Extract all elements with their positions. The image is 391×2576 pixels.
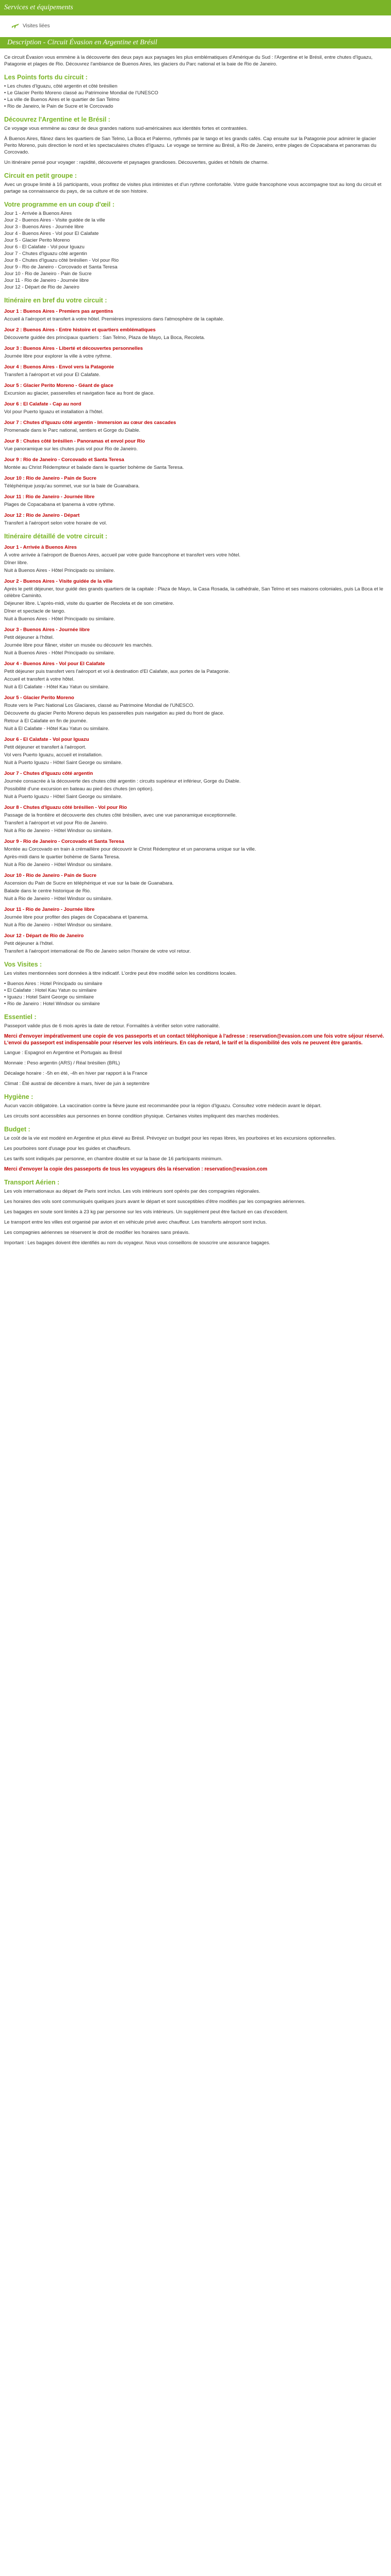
day-heading: Jour 7 - Chutes d'Iguazu côté argentin: [4, 771, 93, 776]
day-heading: Jour 1 - Arrivée à Buenos Aires: [4, 545, 77, 550]
day-heading: Jour 6 : El Calafate - Cap au nord: [4, 401, 82, 407]
transport-title: Transport Aérien :: [4, 1179, 60, 1186]
short-day: [4, 419, 387, 434]
detailed-day: [4, 872, 387, 902]
day-heading: Jour 5 - Glacier Perito Moreno: [4, 695, 74, 701]
day-heading: Jour 11 : Rio de Janeiro - Journée libre: [4, 494, 95, 500]
list-item: Jour 6 - El Calafate - Vol pour Iguazu: [4, 244, 85, 250]
day-text: Nuit à El Calafate - Hôtel Kau Yatun ou similaire.: [4, 726, 109, 732]
detailed-itinerary: [4, 544, 387, 955]
list-item: • Les chutes d'Iguazu, côté argentin et côté brésilien: [4, 83, 118, 89]
list-item: Jour 9 - Rio de Janeiro - Corcovado et Santa Teresa: [4, 264, 118, 270]
list-item: Jour 7 - Chutes d'Iguazu côté argentin: [4, 251, 87, 257]
day-heading: Jour 9 : Rio de Janeiro - Corcovado et Santa Teresa: [4, 457, 124, 463]
day-heading: Jour 4 : Buenos Aires - Envol vers la Patagonie: [4, 364, 114, 370]
day-heading: Jour 12 - Départ de Rio de Janeiro: [4, 933, 84, 939]
detailed-day: [4, 544, 387, 574]
day-heading: Jour 10 - Rio de Janeiro - Pain de Sucre: [4, 873, 96, 878]
list-item: • Rio de Janeiro : Hotel Windsor ou similaire: [4, 1001, 100, 1007]
day-text: Transfert à l'aéroport et vol pour El Calafate.: [4, 372, 101, 378]
day-text: Nuit à Buenos Aires - Hôtel Principado ou similaire.: [4, 616, 115, 622]
discover-text-1: Ce voyage vous emmène au cœur de deux grandes nations sud-américaines aux identités fortes et contrastées.: [4, 126, 248, 131]
list-item: • Iguazu : Hotel Saint George ou similaire: [4, 994, 94, 1000]
short-day: [4, 494, 387, 508]
day-text: Après le petit déjeuner, tour guidé des grands quartiers de la capitale : Plaza de Mayo, la Casa Rosada, la cathédrale, San Telmo et ses maisons coloniales, puis La Boca et le célèbre Caminito.: [4, 586, 383, 599]
list-item: Jour 3 - Buenos Aires - Journée libre: [4, 224, 84, 230]
short-day: [4, 438, 387, 452]
day-text: Nuit à Buenos Aires - Hôtel Principado ou similaire.: [4, 650, 115, 656]
day-text: Nuit à Rio de Janeiro - Hôtel Windsor ou similaire.: [4, 896, 113, 902]
group-title: Circuit en petit groupe :: [4, 172, 77, 179]
day-heading: Jour 10 : Rio de Janeiro - Pain de Sucre: [4, 476, 96, 481]
day-text: Découverte guidée des principaux quartiers : San Telmo, Plaza de Mayo, La Boca, Recoleta.: [4, 335, 205, 341]
day-text: Vol vers Puerto Iguazu, accueil et installation.: [4, 752, 103, 758]
day-text: Déjeuner libre. L'après-midi, visite du quartier de Recoleta et de son cimetière.: [4, 601, 174, 606]
detailed-day: [4, 626, 387, 656]
day-text: Téléphérique jusqu'au sommet, vue sur la baie de Guanabara.: [4, 483, 140, 489]
transport-text-2: Les horaires des vols sont communiqués quelques jours avant le départ et sont susceptibles d'être modifiés par les compagnies aériennes.: [4, 1199, 306, 1205]
day-text: Journée consacrée à la découverte des chutes côté argentin : circuits supérieur et inférieur, Gorge du Diable.: [4, 778, 241, 784]
hygiene-text: Aucun vaccin obligatoire. La vaccination contre la fièvre jaune est recommandée pour la région d'Iguazu. Consultez votre médecin avant le départ.: [4, 1103, 322, 1109]
day-text: Possibilité d'une excursion en bateau au pied des chutes (en option).: [4, 786, 154, 792]
detailed-day: [4, 694, 387, 732]
day-heading: Jour 6 - El Calafate - Vol pour Iguazu: [4, 737, 89, 742]
short-itinerary: [4, 308, 387, 527]
day-heading: Jour 11 - Rio de Janeiro - Journée libre: [4, 907, 95, 912]
day-text: Montée au Corcovado en train à crémaillère pour découvrir le Christ Rédempteur et un panorama unique sur la ville.: [4, 846, 256, 852]
day-text: Retour à El Calafate en fin de journée.: [4, 718, 88, 724]
day-heading: Jour 3 : Buenos Aires - Liberté et découvertes personnelles: [4, 346, 143, 351]
content: [0, 48, 391, 1246]
budget-text: Le coût de la vie est modéré en Argentine et plus élevé au Brésil. Prévoyez un budget pour les repas libres, les pourboires et les excursions optionnelles.: [4, 1136, 336, 1141]
visit-link[interactable]: Visites liées: [23, 23, 50, 29]
extra-info: Décalage horaire : -5h en été, -4h en hiver par rapport à la France: [4, 1071, 148, 1076]
list-item: Jour 8 - Chutes d'Iguazu côté brésilien - Vol pour Rio: [4, 258, 119, 263]
day-heading: Jour 8 : Chutes côté brésilien - Panoramas et envol pour Rio: [4, 438, 145, 444]
transport-text-5: Les compagnies aériennes se réservent le droit de modifier les horaires sans préavis.: [4, 1230, 190, 1235]
passport-notice: Merci d'envoyer impérativement une copie de vos passeports et un contact téléphonique à l'adresse : reservation@evasion.com une fois votre séjour réservé. L'envoi du passeport est indispensable pour réserver les vols intérieurs. En cas de retard, le tarif et la disponibilité des vols ne peuvent être garantis.: [4, 1033, 384, 1046]
intro-text: Ce circuit Évasion vous emmène à la découverte des deux pays aux paysages les plus emblématiques d'Amérique du Sud : l'Argentine et le Brésil, entre chutes d'Iguazu, Patagonie et plages de Rio. Découvrez l'ambiance de Buenos Aires, les glaciers du Parc national et la baie de Rio de Janeiro.: [4, 55, 373, 67]
day-heading: Jour 2 : Buenos Aires - Entre histoire et quartiers emblématiques: [4, 327, 156, 333]
day-heading: Jour 7 : Chutes d'Iguazu côté argentin - Immersion au cœur des cascades: [4, 420, 176, 426]
day-heading: Jour 8 - Chutes d'Iguazu côté brésilien - Vol pour Rio: [4, 805, 127, 810]
day-heading: Jour 9 - Rio de Janeiro - Corcovado et Santa Teresa: [4, 839, 124, 844]
day-text: Journée libre pour explorer la ville à votre rythme.: [4, 353, 112, 359]
list-item: Jour 4 - Buenos Aires - Vol pour El Calafate: [4, 231, 99, 236]
discover-text-3: Un itinéraire pensé pour voyager : rapidité, découverte et paysages grandioses. Découvertes, guides et hôtels de charme.: [4, 160, 269, 165]
day-text: Dîner libre.: [4, 560, 28, 566]
day-text: Nuit à Rio de Janeiro - Hôtel Windsor ou similaire.: [4, 862, 113, 868]
discover-title: Découvrez l'Argentine et le Brésil :: [4, 116, 110, 123]
plane-icon: [11, 22, 20, 30]
hygiene-title: Hygiène :: [4, 1093, 34, 1100]
day-text: Ascension du Pain de Sucre en téléphérique et vue sur la baie de Guanabara.: [4, 880, 174, 886]
day-text: Journée libre pour profiter des plages de Copacabana et Ipanema.: [4, 914, 149, 920]
services-equipements-header: Services et équipements: [0, 0, 391, 15]
budget-title: Budget :: [4, 1126, 30, 1133]
budget-passport-notice: Merci d'envoyer la copie des passeports de tous les voyageurs dès la réservation : reservation@evasion.com: [4, 1166, 268, 1172]
essentials-text: Passeport valide plus de 6 mois après la date de retour. Formalités à vérifier selon votre nationalité.: [4, 1023, 220, 1029]
list-item: • Buenos Aires : Hotel Principado ou similaire: [4, 981, 103, 987]
day-heading: Jour 1 : Buenos Aires - Premiers pas argentins: [4, 309, 113, 314]
highlights-list: [4, 83, 387, 110]
essentials-title: Essentiel :: [4, 1013, 37, 1021]
day-text: À votre arrivée à l'aéroport de Buenos Aires, accueil par votre guide francophone et transfert vers votre hôtel.: [4, 552, 241, 558]
detailed-day: [4, 804, 387, 834]
day-text: Vol pour Puerto Iguazu et installation à l'hôtel.: [4, 409, 104, 415]
day-text: Vue panoramique sur les chutes puis vol pour Rio de Janeiro.: [4, 446, 138, 452]
day-text: Journée libre pour flâner, visiter un musée ou découvrir les marchés.: [4, 642, 153, 648]
list-item: Jour 2 - Buenos Aires - Visite guidée de la ville: [4, 217, 105, 223]
list-item: • El Calafate : Hotel Kau Yatun ou similaire: [4, 988, 97, 993]
day-text: Dîner et spectacle de tango.: [4, 608, 66, 614]
day-text: Accueil à l'aéroport et transfert à votre hôtel. Premières impressions dans l'atmosphère de la capitale.: [4, 316, 224, 322]
short-day: [4, 345, 387, 360]
day-text: Nuit à Buenos Aires - Hôtel Principado ou similaire.: [4, 568, 115, 573]
hotels-list: [4, 980, 387, 1007]
short-day: [4, 382, 387, 397]
day-text: Excursion au glacier, passerelles et navigation face au front de glace.: [4, 391, 155, 396]
description-title: Description - Circuit Évasion en Argentine et Brésil: [0, 37, 391, 48]
day-text: Transfert à l'aéroport et vol pour Rio de Janeiro.: [4, 820, 108, 826]
highlights-title: Les Points forts du circuit :: [4, 74, 88, 81]
day-heading: Jour 2 - Buenos Aires - Visite guidée de la ville: [4, 579, 113, 584]
group-text: Avec un groupe limité à 16 participants, vous profitez de visites plus intimistes et d'un rythme confortable. Votre guide francophone vous accompagne tout au long du circuit et partage sa connaissance du pays, de sa culture et de son histoire.: [4, 182, 382, 194]
detailed-day: [4, 736, 387, 766]
list-item: Jour 1 - Arrivée à Buenos Aires: [4, 211, 72, 216]
visits-title: Vos Visites :: [4, 961, 42, 968]
day-heading: Jour 3 - Buenos Aires - Journée libre: [4, 627, 90, 633]
short-day: [4, 475, 387, 489]
discover-text-2: À Buenos Aires, flânez dans les quartiers de San Telmo, La Boca et Palermo, rythmés par le tango et les grands cafés. Cap ensuite sur la Patagonie pour admirer le glacier Perito Moreno, puis direction le nord et les spectaculaires chutes d'Iguazu. Le voyage se termine au Brésil, à Rio de Janeiro, entre plages de Copacabana et panoramas du Corcovado.: [4, 136, 377, 155]
list-item: Jour 10 - Rio de Janeiro - Pain de Sucre: [4, 271, 92, 277]
detailed-day: [4, 770, 387, 800]
list-item: Jour 11 - Rio de Janeiro - Journée libre: [4, 278, 89, 283]
extra-info: Climat : Été austral de décembre à mars, hiver de juin à septembre: [4, 1081, 150, 1087]
budget-text-2: Les pourboires sont d'usage pour les guides et chauffeurs.: [4, 1146, 132, 1151]
day-text: Petit déjeuner et transfert à l'aéroport.: [4, 744, 87, 750]
list-item: Jour 5 - Glacier Perito Moreno: [4, 238, 70, 243]
day-text: Promenade dans le Parc national, sentiers et Gorge du Diable.: [4, 428, 141, 433]
day-text: Passage de la frontière et découverte des chutes côté brésilien, avec une vue panoramique exceptionnelle.: [4, 812, 237, 818]
list-item: • Rio de Janeiro, le Pain de Sucre et le Corcovado: [4, 104, 113, 109]
extra-info: Monnaie : Peso argentin (ARS) / Réal brésilien (BRL): [4, 1060, 120, 1066]
day-text: Balade dans le centre historique de Rio.: [4, 888, 91, 894]
transport-text-3: Les bagages en soute sont limités à 23 kg par personne sur les vols intérieurs. Un supplément peut être facturé en cas d'excédent.: [4, 1209, 288, 1215]
day-text: Montée au Christ Rédempteur et balade dans le quartier bohème de Santa Teresa.: [4, 465, 184, 470]
day-text: Après-midi dans le quartier bohème de Santa Teresa.: [4, 854, 120, 860]
visit-link-row[interactable]: [0, 19, 391, 33]
day-heading: Jour 4 - Buenos Aires - Vol pour El Calafate: [4, 661, 105, 667]
day-text: Route vers le Parc National Los Glaciares, classé au Patrimoine Mondial de l'UNESCO.: [4, 703, 194, 708]
list-item: Jour 12 - Départ de Rio de Janeiro: [4, 284, 79, 290]
short-day: [4, 456, 387, 471]
detailed-day: [4, 906, 387, 928]
hygiene-text-2: Les circuits sont accessibles aux personnes en bonne condition physique. Certaines visites impliquent des marches modérées.: [4, 1113, 280, 1119]
program-title: Votre programme en un coup d'œil :: [4, 201, 115, 208]
visits-text: Les visites mentionnées sont données à titre indicatif. L'ordre peut être modifié selon les conditions locales.: [4, 971, 237, 976]
list-item: • Le Glacier Perito Moreno classé au Patrimoine Mondial de l'UNESCO: [4, 90, 158, 96]
day-heading: Jour 12 : Rio de Janeiro - Départ: [4, 513, 80, 518]
program-list: [4, 210, 387, 291]
detailed-day: [4, 933, 387, 955]
day-text: Nuit à Puerto Iguazu - Hôtel Saint George ou similaire.: [4, 794, 123, 800]
day-heading: Jour 5 : Glacier Perito Moreno - Géant de glace: [4, 383, 113, 388]
list-item: • La ville de Buenos Aires et le quartier de San Telmo: [4, 97, 120, 103]
day-text: Découverte du glacier Perito Moreno depuis les passerelles puis navigation au pied du front de glace.: [4, 710, 224, 716]
detailed-day: [4, 578, 387, 622]
day-text: Nuit à Rio de Janeiro - Hôtel Windsor ou similaire.: [4, 922, 113, 928]
extra-info: Langue : Espagnol en Argentine et Portugais au Brésil: [4, 1050, 122, 1056]
day-text: Nuit à Rio de Janeiro - Hôtel Windsor ou similaire.: [4, 828, 113, 834]
detailed-day: [4, 838, 387, 868]
transport-important: Important : Les bagages doivent être identifiés au nom du voyageur. Nous vous conseillons de souscrire une assurance bagages.: [4, 1240, 270, 1245]
budget-text-3: Les tarifs sont indiqués par personne, en chambre double et sur la base de 16 participants minimum.: [4, 1156, 223, 1162]
day-text: Nuit à El Calafate - Hôtel Kau Yatun ou similaire.: [4, 684, 109, 690]
day-text: Nuit à Puerto Iguazu - Hôtel Saint George ou similaire.: [4, 760, 123, 766]
day-text: Plages de Copacabana et Ipanema à votre rythme.: [4, 502, 115, 507]
day-text: Petit déjeuner puis transfert vers l'aéroport et vol à destination d'El Calafate, aux portes de la Patagonie.: [4, 669, 230, 674]
day-text: Transfert à l'aéroport international de Rio de Janeiro selon l'horaire de votre vol retour.: [4, 948, 191, 954]
transport-text-4: Le transport entre les villes est organisé par avion et en véhicule privé avec chauffeur. Les transferts aéroport sont inclus.: [4, 1219, 267, 1225]
transport-text-1: Les vols internationaux au départ de Paris sont inclus. Les vols intérieurs sont opérés par des compagnies régionales.: [4, 1189, 260, 1194]
short-day: [4, 308, 387, 323]
short-day: [4, 401, 387, 415]
short-day: [4, 512, 387, 527]
short-itinerary-title: Itinéraire en bref du votre circuit :: [4, 297, 107, 304]
day-text: Petit déjeuner à l'hôtel.: [4, 635, 54, 640]
detailed-day: [4, 660, 387, 690]
detailed-itinerary-title: Itinéraire détaillé de votre circuit :: [4, 533, 108, 540]
day-text: Petit déjeuner à l'hôtel.: [4, 941, 54, 946]
short-day: [4, 327, 387, 341]
day-text: Transfert à l'aéroport selon votre horaire de vol.: [4, 520, 107, 526]
day-text: Accueil et transfert à votre hôtel.: [4, 676, 75, 682]
short-day: [4, 364, 387, 378]
